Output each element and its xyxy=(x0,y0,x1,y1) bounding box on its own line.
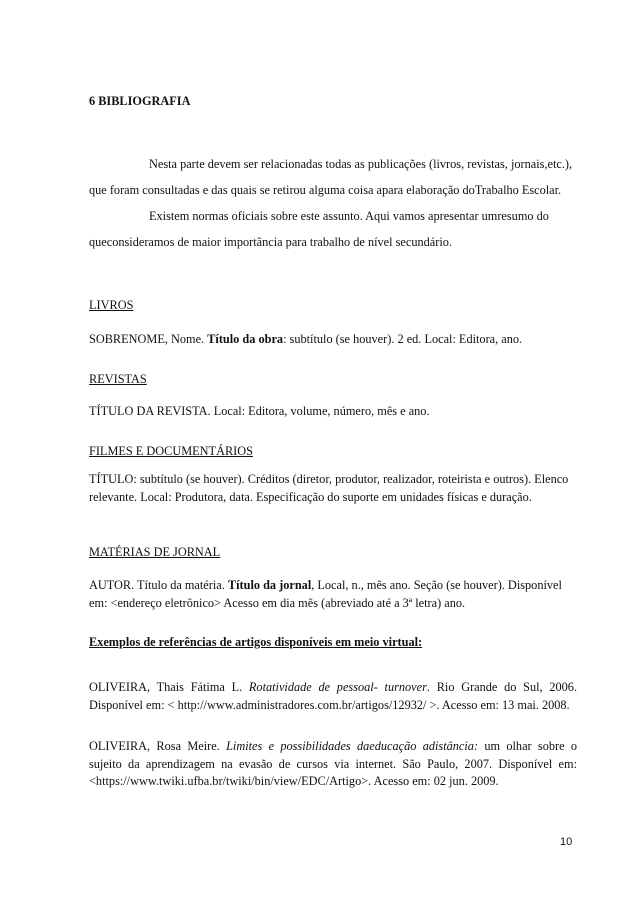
intro-text xyxy=(89,151,577,255)
reference-1-details: . Rio Grande do Sul, 2006. Disponível em: < http://www.administradores.com.br/artigos/12932/ >. Acesso em: 13 mai. 2008. xyxy=(89,680,578,712)
filmes-format: TÍTULO: subtítulo (se houver). Créditos (diretor, produtor, realizador, roteirista e outros). Elenco relevante. Local: Produtora, data. Especificação do suporte em unidades físicas e duração. xyxy=(89,472,569,504)
revistas-title: REVISTAS xyxy=(89,372,147,386)
livros-format-pre: SOBRENOME, Nome. xyxy=(89,332,208,346)
materias-title: MATÉRIAS DE JORNAL xyxy=(89,545,221,559)
reference-2-title: Limites e possibilidades daeducação adistância: xyxy=(226,739,479,753)
materias-format-bold: Título da jornal xyxy=(227,578,312,592)
materias-format-post: , Local, n., mês ano. Seção (se houver). Disponível em: <endereço eletrônico> Acesso em dia mês (abreviado até a 3ª letra) ano. xyxy=(89,578,562,610)
filmes-title: FILMES E DOCUMENTÁRIOS xyxy=(89,444,253,458)
reference-1-author: OLIVEIRA, Thais Fátima L. xyxy=(89,680,249,694)
materias-format-pre: AUTOR. Título da matéria. xyxy=(89,578,228,592)
reference-1 xyxy=(89,679,577,714)
reference-1-title: Rotatividade de pessoal- turnover xyxy=(248,680,427,694)
materias-format xyxy=(89,577,577,612)
intro-paragraph-1: Nesta parte devem ser relacionadas todas as publicações (livros, revistas, jornais,etc.), que foram consultadas e das quais se retirou alguma coisa apara elaboração doTrabalho Escolar. xyxy=(89,157,573,197)
reference-2 xyxy=(89,738,577,791)
livros-format xyxy=(89,331,577,349)
section-heading: 6 BIBLIOGRAFIA xyxy=(89,94,191,108)
livros-title: LIVROS xyxy=(89,298,134,312)
livros-format-post: : subtítulo (se houver). 2 ed. Local: Editora, ano. xyxy=(283,332,523,346)
page-number: 10 xyxy=(560,836,573,848)
revistas-format: TÍTULO DA REVISTA. Local: Editora, volume, número, mês e ano. xyxy=(89,404,430,418)
reference-2-details: um olhar sobre o sujeito da aprendizagem na evasão de cursos via internet. São Paulo, 2007. Disponível em: <https://www.twiki.ufba.br/twiki/bin/view/EDC/Artigo>. Acesso em: 02 jun. 2009. xyxy=(89,739,577,788)
livros-format-bold: Título da obra xyxy=(207,332,284,346)
exemplos-title: Exemplos de referências de artigos disponíveis em meio virtual: xyxy=(89,635,423,649)
intro-paragraph-2: Existem normas oficiais sobre este assunto. Aqui vamos apresentar umresumo do queconsideramos de maior importância para trabalho de nível secundário. xyxy=(89,209,549,249)
reference-2-author: OLIVEIRA, Rosa Meire. xyxy=(89,739,227,753)
